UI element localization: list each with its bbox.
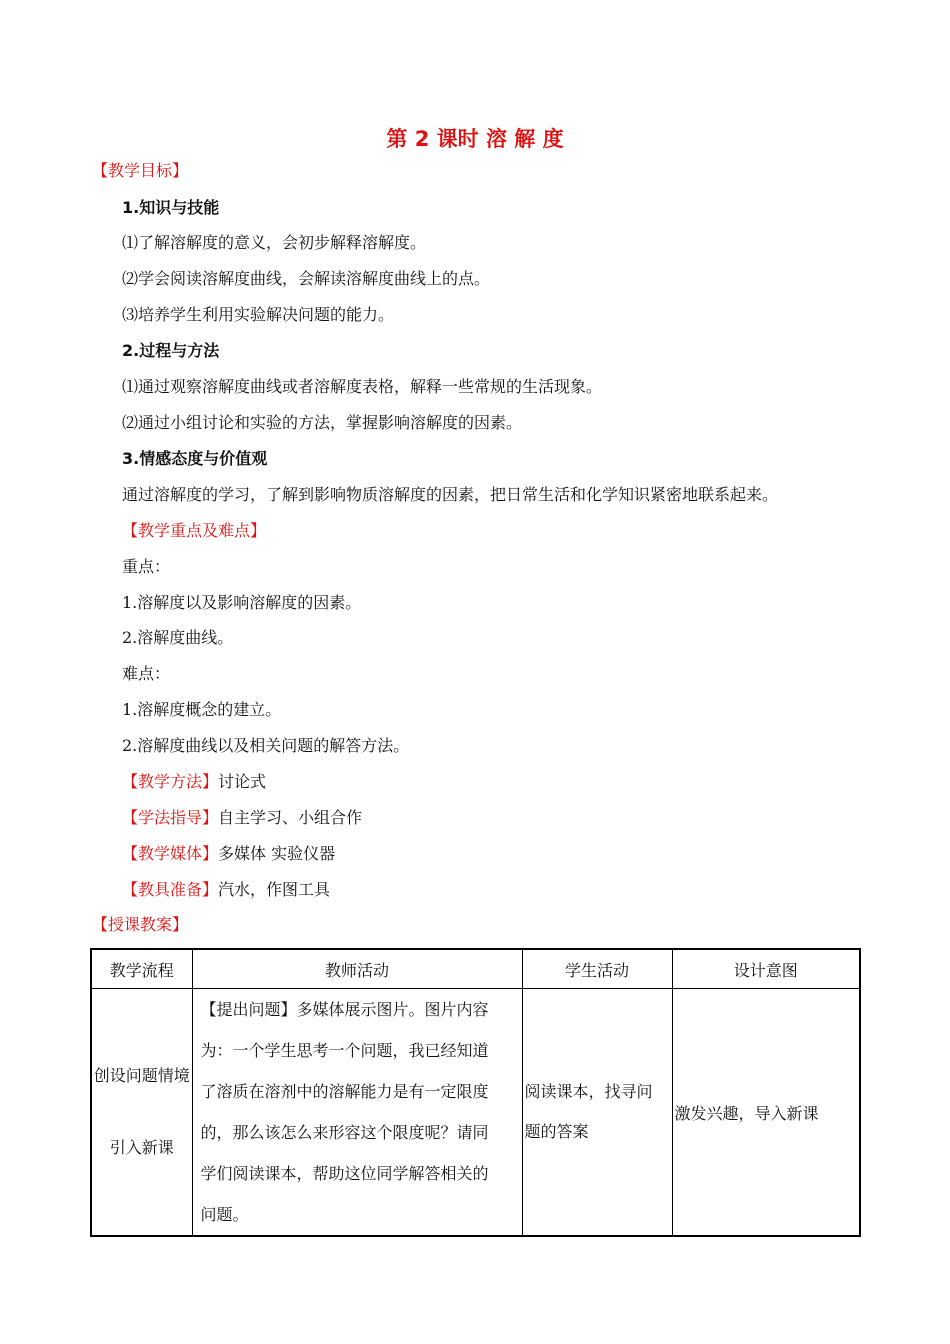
stage-line: 引入新课 xyxy=(109,1138,174,1157)
student-activity-cell xyxy=(522,989,672,1237)
media-value: 多媒体 实验仪器 xyxy=(218,844,336,863)
method-value: 讨论式 xyxy=(218,772,267,791)
media-label: 【教学媒体】 xyxy=(122,844,219,863)
difficulty-item: 1.溶解度概念的建立。 xyxy=(122,700,282,719)
objective-item: ⑴了解溶解度的意义，会初步解释溶解度。 xyxy=(122,233,427,252)
column-header: 教学流程 xyxy=(91,949,192,989)
objectives-heading: 【教学目标】 xyxy=(92,161,189,180)
column-header: 学生活动 xyxy=(522,949,672,989)
column-header: 教师活动 xyxy=(192,949,522,989)
keypoints-heading: 【教学重点及难点】 xyxy=(122,521,267,540)
focus-item: 1.溶解度以及影响溶解度的因素。 xyxy=(122,593,362,612)
teacher-line: 【提出问题】多媒体展示图片。图片内容 xyxy=(200,1000,489,1019)
teacher-line: 学们阅读课本，帮助这位同学解答相关的 xyxy=(200,1164,489,1183)
guidance-value: 自主学习、小组合作 xyxy=(218,808,363,827)
table-header-row xyxy=(91,949,860,989)
difficulty-item: 2.溶解度曲线以及相关问题的解答方法。 xyxy=(122,736,410,755)
teacher-activity-cell xyxy=(192,989,522,1237)
focus-item: 2.溶解度曲线。 xyxy=(122,628,234,647)
design-intent-cell: 激发兴趣，导入新课 xyxy=(672,989,860,1237)
difficulty-label: 难点： xyxy=(122,664,171,683)
student-line: 题的答案 xyxy=(524,1122,589,1141)
media-line xyxy=(122,844,335,864)
teacher-line: 了溶质在溶剂中的溶解能力是有一定限度 xyxy=(200,1082,489,1101)
guidance-label: 【学法指导】 xyxy=(122,808,219,827)
student-line: 阅读课本，找寻问 xyxy=(524,1082,653,1101)
objective-item: ⑵学会阅读溶解度曲线，会解读溶解度曲线上的点。 xyxy=(122,269,491,288)
objective-item: ⑶培养学生利用实验解决问题的能力。 xyxy=(122,305,395,324)
focus-label: 重点： xyxy=(122,557,171,576)
method-line xyxy=(122,772,266,792)
objective-sub3-text: 通过溶解度的学习，了解到影响物质溶解度的因素，把日常生活和化学知识紧密地联系起来。 xyxy=(122,485,779,504)
objective-sub2-title: 2.过程与方法 xyxy=(122,341,220,360)
tools-line xyxy=(122,880,330,900)
table-row xyxy=(91,989,860,1237)
objective-item: ⑵通过小组讨论和实验的方法，掌握影响溶解度的因素。 xyxy=(122,413,523,432)
objective-sub3-title: 3.情感态度与价值观 xyxy=(122,449,268,468)
column-header: 设计意图 xyxy=(672,949,860,989)
teacher-line: 为：一个学生思考一个问题，我已经知道 xyxy=(200,1041,489,1060)
stage-line: 创设问题情境 xyxy=(93,1066,190,1085)
teacher-line: 问题。 xyxy=(200,1205,249,1224)
lesson-plan-table xyxy=(90,948,861,1237)
page-title: 第 2 课时 溶 解 度 xyxy=(386,127,564,151)
objective-item: ⑴通过观察溶解度曲线或者溶解度表格，解释一些常规的生活现象。 xyxy=(122,377,603,396)
stage-cell xyxy=(91,989,192,1237)
lesson-plan-heading: 【授课教案】 xyxy=(92,915,189,934)
objective-sub1-title: 1.知识与技能 xyxy=(122,198,220,217)
teacher-line: 的，那么该怎么来形容这个限度呢？请同 xyxy=(200,1123,489,1142)
guidance-line xyxy=(122,808,362,828)
tools-label: 【教具准备】 xyxy=(122,880,219,899)
method-label: 【教学方法】 xyxy=(122,772,219,791)
tools-value: 汽水，作图工具 xyxy=(218,880,331,899)
